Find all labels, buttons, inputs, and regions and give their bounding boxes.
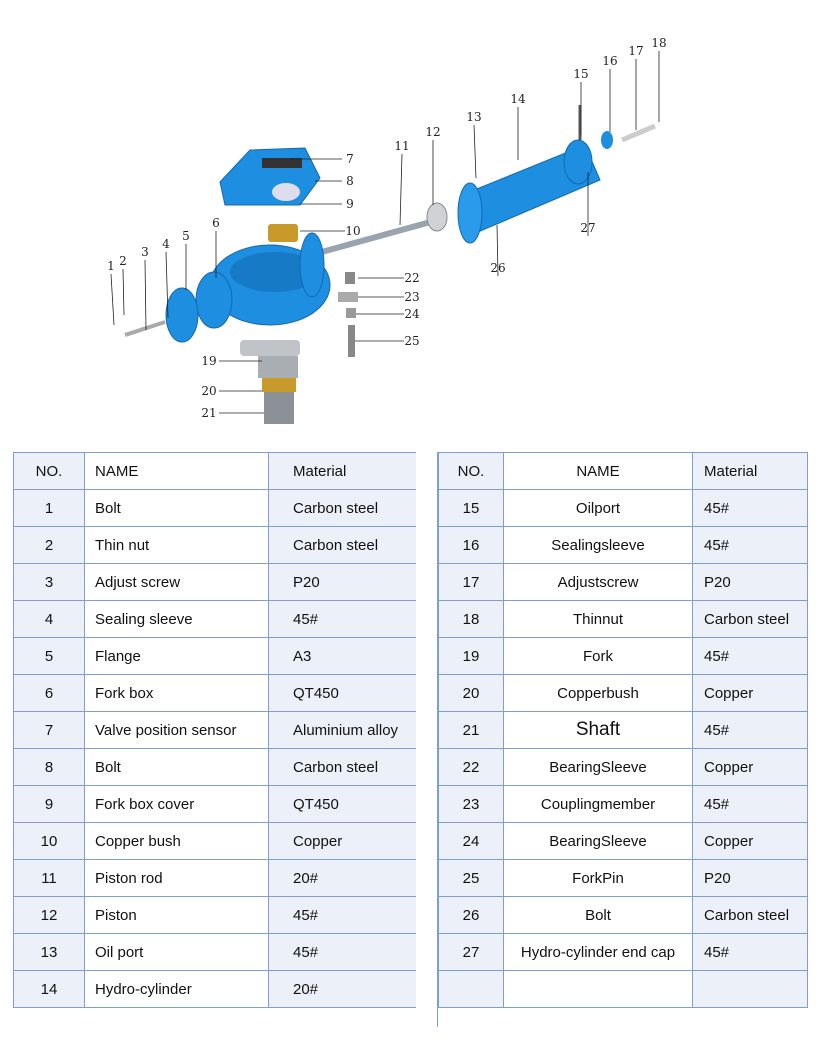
callout-label: 26 xyxy=(490,261,506,275)
callout-label: 11 xyxy=(394,139,410,153)
callout-label: 14 xyxy=(510,92,526,106)
part-number: 13 xyxy=(14,934,85,971)
part-name: Valve position sensor xyxy=(85,712,269,749)
part-material: Aluminium alloy xyxy=(269,712,417,749)
part-number: 22 xyxy=(439,749,504,786)
part-name: Flange xyxy=(85,638,269,675)
part-number: 24 xyxy=(439,823,504,860)
part-name: Adjustscrew xyxy=(504,564,693,601)
part-number: 17 xyxy=(439,564,504,601)
part-material: A3 xyxy=(269,638,417,675)
part-name: ForkPin xyxy=(504,860,693,897)
table-row xyxy=(439,712,808,749)
callout-label: 27 xyxy=(580,221,596,235)
table-row xyxy=(439,934,808,971)
part-material: 45# xyxy=(693,527,808,564)
part-material xyxy=(693,971,808,1008)
part-number: 12 xyxy=(14,897,85,934)
table-row xyxy=(439,860,808,897)
part-name: Copperbush xyxy=(504,675,693,712)
part-material: 45# xyxy=(693,638,808,675)
part-name: Sealingsleeve xyxy=(504,527,693,564)
header-name: NAME xyxy=(85,453,269,490)
part-number: 25 xyxy=(439,860,504,897)
part-number: 15 xyxy=(439,490,504,527)
part-name: Oil port xyxy=(85,934,269,971)
header-name: NAME xyxy=(504,453,693,490)
part-number: 11 xyxy=(14,860,85,897)
part-material: 45# xyxy=(693,490,808,527)
table-row xyxy=(439,490,808,527)
callout-label: 5 xyxy=(182,229,190,243)
callout-label: 17 xyxy=(628,44,644,58)
callout-label: 23 xyxy=(404,290,420,304)
callout-label: 20 xyxy=(201,384,217,398)
header-no: NO. xyxy=(439,453,504,490)
part-name: Fork box xyxy=(85,675,269,712)
part-material: 20# xyxy=(269,971,417,1008)
header-material: Material xyxy=(693,453,808,490)
callout-label: 1 xyxy=(107,259,115,273)
part-material: P20 xyxy=(693,564,808,601)
part-name: Copper bush xyxy=(85,823,269,860)
part-number: 27 xyxy=(439,934,504,971)
part-material: 45# xyxy=(693,712,808,749)
callout-label: 10 xyxy=(345,224,361,238)
part-number: 18 xyxy=(439,601,504,638)
part-material: Carbon steel xyxy=(693,897,808,934)
part-number: 7 xyxy=(14,712,85,749)
table-row xyxy=(14,638,417,675)
table-separator xyxy=(416,452,438,1027)
callout-label: 19 xyxy=(201,354,217,368)
table-row xyxy=(14,749,417,786)
part-name: Piston xyxy=(85,897,269,934)
callout-label: 4 xyxy=(162,237,170,251)
part-material: P20 xyxy=(269,564,417,601)
part-material: Copper xyxy=(693,823,808,860)
leader-line xyxy=(111,274,114,325)
callout-label: 7 xyxy=(346,152,354,166)
table-row xyxy=(14,934,417,971)
part-number: 14 xyxy=(14,971,85,1008)
part-name: Thin nut xyxy=(85,527,269,564)
part-name: BearingSleeve xyxy=(504,823,693,860)
table-row xyxy=(439,564,808,601)
part-name: Couplingmember xyxy=(504,786,693,823)
callout-label: 16 xyxy=(602,54,618,68)
table-row xyxy=(14,712,417,749)
part-name: Fork box cover xyxy=(85,786,269,823)
table-row xyxy=(14,527,417,564)
callout-label: 15 xyxy=(573,67,589,81)
part-number: 4 xyxy=(14,601,85,638)
callout-label: 18 xyxy=(651,36,667,50)
header-material: Material xyxy=(269,453,417,490)
callout-label: 3 xyxy=(141,245,149,259)
part-name: Sealing sleeve xyxy=(85,601,269,638)
callout-label: 6 xyxy=(212,216,220,230)
callout-label: 13 xyxy=(466,110,482,124)
parts-table-left xyxy=(13,452,417,1008)
leader-line xyxy=(145,260,146,330)
part-material: QT450 xyxy=(269,786,417,823)
part-name xyxy=(504,971,693,1008)
part-number: 6 xyxy=(14,675,85,712)
table-header-row xyxy=(14,453,417,490)
part-number: 5 xyxy=(14,638,85,675)
table-row xyxy=(14,823,417,860)
part-name: Adjust screw xyxy=(85,564,269,601)
part-material: 45# xyxy=(269,934,417,971)
part-name: Bolt xyxy=(504,897,693,934)
part-number: 20 xyxy=(439,675,504,712)
table-row xyxy=(14,490,417,527)
part-number xyxy=(439,971,504,1008)
callout-label: 25 xyxy=(404,334,420,348)
part-name: Fork xyxy=(504,638,693,675)
table-row xyxy=(14,786,417,823)
part-material: QT450 xyxy=(269,675,417,712)
part-name: BearingSleeve xyxy=(504,749,693,786)
assembly-drawing xyxy=(125,105,655,424)
part-number: 16 xyxy=(439,527,504,564)
table-row xyxy=(439,749,808,786)
callout-label: 24 xyxy=(404,307,420,321)
part-number: 8 xyxy=(14,749,85,786)
table-row xyxy=(439,675,808,712)
part-material: Copper xyxy=(693,749,808,786)
table-row xyxy=(439,971,808,1008)
part-material: Carbon steel xyxy=(269,527,417,564)
table-row xyxy=(14,564,417,601)
part-number: 10 xyxy=(14,823,85,860)
table-row xyxy=(14,860,417,897)
part-name: Thinnut xyxy=(504,601,693,638)
part-number: 19 xyxy=(439,638,504,675)
table-row xyxy=(14,601,417,638)
part-material: Carbon steel xyxy=(269,490,417,527)
part-material: 20# xyxy=(269,860,417,897)
part-number: 23 xyxy=(439,786,504,823)
table-row xyxy=(439,601,808,638)
exploded-view-diagram xyxy=(0,0,825,440)
callout-label: 22 xyxy=(404,271,420,285)
part-material: Carbon steel xyxy=(693,601,808,638)
table-row xyxy=(439,638,808,675)
part-material: P20 xyxy=(693,860,808,897)
part-material: Copper xyxy=(269,823,417,860)
part-name: Shaft xyxy=(504,712,693,749)
part-name: Piston rod xyxy=(85,860,269,897)
part-name: Bolt xyxy=(85,490,269,527)
part-material: Carbon steel xyxy=(269,749,417,786)
callout-label: 12 xyxy=(425,125,441,139)
part-number: 3 xyxy=(14,564,85,601)
table-row xyxy=(14,675,417,712)
table-row xyxy=(439,527,808,564)
part-name: Oilport xyxy=(504,490,693,527)
part-name: Bolt xyxy=(85,749,269,786)
callout-label: 9 xyxy=(346,197,354,211)
leader-line xyxy=(400,154,402,225)
part-material: 45# xyxy=(693,786,808,823)
part-number: 21 xyxy=(439,712,504,749)
part-number: 2 xyxy=(14,527,85,564)
callout-label: 2 xyxy=(119,254,127,268)
parts-table-right xyxy=(438,452,808,1008)
part-number: 26 xyxy=(439,897,504,934)
table-row xyxy=(439,897,808,934)
part-name: Hydro-cylinder end cap xyxy=(504,934,693,971)
part-material: Copper xyxy=(693,675,808,712)
table-row xyxy=(14,971,417,1008)
part-material: 45# xyxy=(269,601,417,638)
part-number: 9 xyxy=(14,786,85,823)
part-name: Hydro-cylinder xyxy=(85,971,269,1008)
callout-label: 21 xyxy=(201,406,217,420)
table-row xyxy=(14,897,417,934)
table-row xyxy=(439,823,808,860)
table-header-row xyxy=(439,453,808,490)
table-row xyxy=(439,786,808,823)
part-number: 1 xyxy=(14,490,85,527)
leader-line xyxy=(123,269,124,315)
callout-label: 8 xyxy=(346,174,354,188)
part-material: 45# xyxy=(693,934,808,971)
leader-line xyxy=(474,125,476,178)
header-no: NO. xyxy=(14,453,85,490)
part-material: 45# xyxy=(269,897,417,934)
